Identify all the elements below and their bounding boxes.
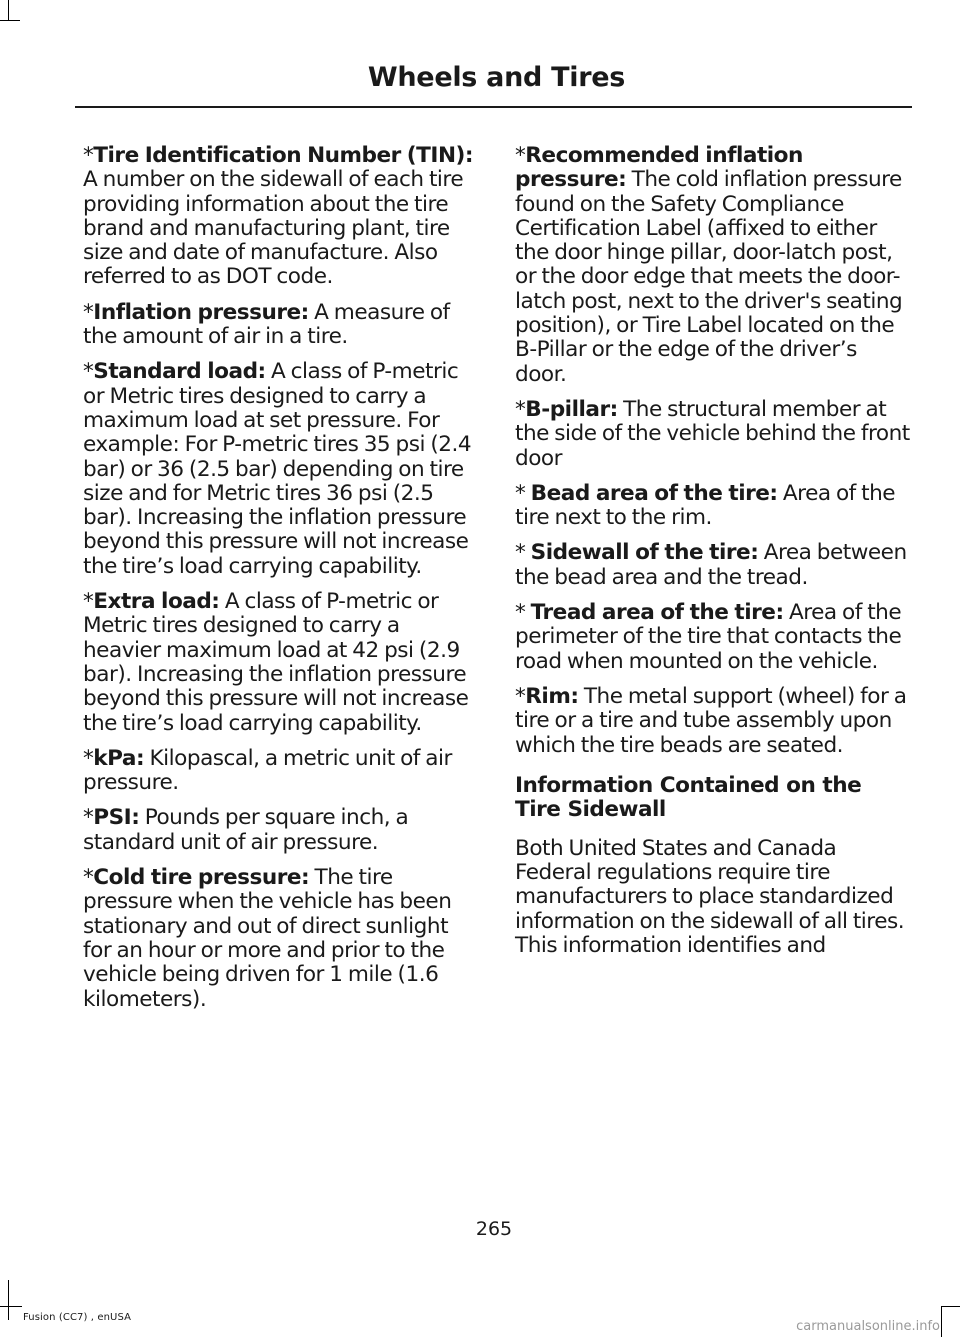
definition-paragraph: * Sidewall of the tire: Area between the bead area and the tread.	[515, 540, 907, 590]
definition-term: Inflation pressure:	[93, 299, 309, 325]
definition-paragraph: * Bead area of the tire: Area of the tire next to the rim.	[515, 480, 896, 531]
definition-term: Standard load:	[93, 359, 266, 385]
definition-text: A class of P-metric or Metric tires designed to carry a maximum load at set pressure. For example: For P-metric tires 35 psi (2.4 bar) or 36 (2.5 bar) depending on tire size and for Metric tires 36 psi (2.5 bar). Increasing the inflation pressure beyond this pressure will not increase the tire’s load carrying capability.	[83, 359, 472, 579]
definition-term: Tire Identification Number (TIN):	[93, 143, 474, 168]
crop-mark	[0, 20, 20, 21]
definition-term: PSI:	[93, 805, 140, 831]
definition-term: Rim:	[525, 683, 579, 709]
definition-term: B-pillar:	[525, 396, 618, 422]
definition-term: Bead area of the tire:	[530, 480, 778, 506]
crop-mark	[941, 1306, 942, 1337]
crop-mark	[941, 1306, 960, 1307]
definition-paragraph: *PSI: Pounds per square inch, a standard unit of air pressure.	[83, 805, 409, 855]
definition-term: Sidewall of the tire:	[530, 540, 759, 566]
definition-text: The metal support (wheel) for a tire or a tire and tube assembly upon which the tire beads are seated.	[515, 683, 907, 758]
definition-text: The cold inflation pressure found on the Safety Compliance Certification Label (affixed to either the door hinge pillar, door-latch post, or the door edge that meets the door-latch post, next to the driver's seating position), or Tire Label located on the B-Pillar or the edge of the driver’s door.	[515, 167, 903, 387]
definition-paragraph: *Tire Identification Number (TIN): A number on the sidewall of each tire providing information about the tire brand and manufacturing plant, tire size and date of manufacture. Also referred to as DOT code.	[83, 143, 474, 290]
definition-text: The tire pressure when the vehicle has been stationary and out of direct sunlight for an hour or more and prior to the vehicle being driven for 1 mile (1.6 kilometers).	[83, 865, 452, 1012]
crop-mark	[0, 1306, 22, 1307]
footer-info: Fusion (CC7) , enUSA	[23, 1312, 132, 1323]
definition-text: The structural member at the side of the vehicle behind the front door	[515, 396, 910, 471]
page-title: Wheels and Tires	[367, 62, 625, 93]
body-paragraph: Both United States and Canada Federal regulations require tire manufacturers to place standardized information on the sidewall of all tires. This information identifies and	[515, 835, 905, 959]
definition-text: A number on the sidewall of each tire providing information about the tire brand and manufacturing plant, tire size and date of manufacture. Also referred to as DOT code.	[83, 167, 464, 290]
definition-paragraph: *kPa: Kilopascal, a metric unit of air pressure.	[83, 745, 452, 796]
definition-text: A measure of the amount of air in a tire.	[83, 299, 450, 350]
definition-term: Recommended inflation pressure:	[515, 143, 803, 193]
definition-text: A class of P-metric or Metric tires designed to carry a heavier maximum load at 42 psi (2.9 bar). Increasing the inflation pressure beyond this pressure will not increase the tire’s load carrying capability.	[83, 589, 469, 736]
definition-paragraph: *Cold tire pressure: The tire pressure when the vehicle has been stationary and out of direct sunlight for an hour or more and prior to the vehicle being driven for 1 mile (1.6 kilometers).	[83, 865, 452, 1012]
definition-text: Area between the bead area and the tread.	[515, 540, 907, 590]
definition-text: Area of the tire next to the rim.	[515, 480, 896, 531]
definition-paragraph: *Standard load: A class of P-metric or Metric tires designed to carry a maximum load at set pressure. For example: For P-metric tires 35 psi (2.4 bar) or 36 (2.5 bar) depending on tire size and for Metric tires 36 psi (2.5 bar). Increasing the inflation pressure beyond this pressure will not increase the tire’s load carrying capability.	[83, 359, 472, 579]
crop-mark	[8, 0, 9, 20]
definition-text: Area of the perimeter of the tire that contacts the road when mounted on the vehicle.	[515, 600, 902, 674]
definition-term: Extra load:	[93, 589, 220, 615]
definition-paragraph: *B-pillar: The structural member at the side of the vehicle behind the front door	[515, 396, 910, 471]
watermark: carmanualsonline.info	[796, 1319, 940, 1334]
definition-text: Kilopascal, a metric unit of air pressure.	[83, 745, 452, 796]
left-column	[83, 144, 481, 1023]
definition-term: kPa:	[93, 745, 145, 771]
definition-text: Pounds per square inch, a standard unit of air pressure.	[83, 805, 409, 855]
definition-paragraph: *Extra load: A class of P-metric or Metric tires designed to carry a heavier maximum load at 42 psi (2.9 bar). Increasing the inflation pressure beyond this pressure will not increase the tire’s load carrying capability.	[83, 589, 469, 736]
header-divider	[75, 106, 912, 108]
page-number: 265	[475, 1218, 513, 1240]
definition-term: Cold tire pressure:	[93, 865, 310, 891]
section-heading: Information Contained on the Tire Sidewall	[515, 772, 862, 823]
right-column	[515, 144, 913, 969]
definition-paragraph: * Tread area of the tire: Area of the perimeter of the tire that contacts the road when mounted on the vehicle.	[515, 600, 902, 674]
definition-term: Tread area of the tire:	[530, 600, 784, 626]
definition-paragraph: *Inflation pressure: A measure of the amount of air in a tire.	[83, 299, 450, 350]
crop-mark	[8, 1280, 9, 1320]
definition-paragraph: *Rim: The metal support (wheel) for a tire or a tire and tube assembly upon which the tire beads are seated.	[515, 683, 907, 758]
definition-paragraph: *Recommended inflation pressure: The cold inflation pressure found on the Safety Compliance Certification Label (affixed to either the door hinge pillar, door-latch post, or the door edge that meets the door-latch post, next to the driver's seating position), or Tire Label located on the B-Pillar or the edge of the driver’s door.	[515, 143, 903, 387]
